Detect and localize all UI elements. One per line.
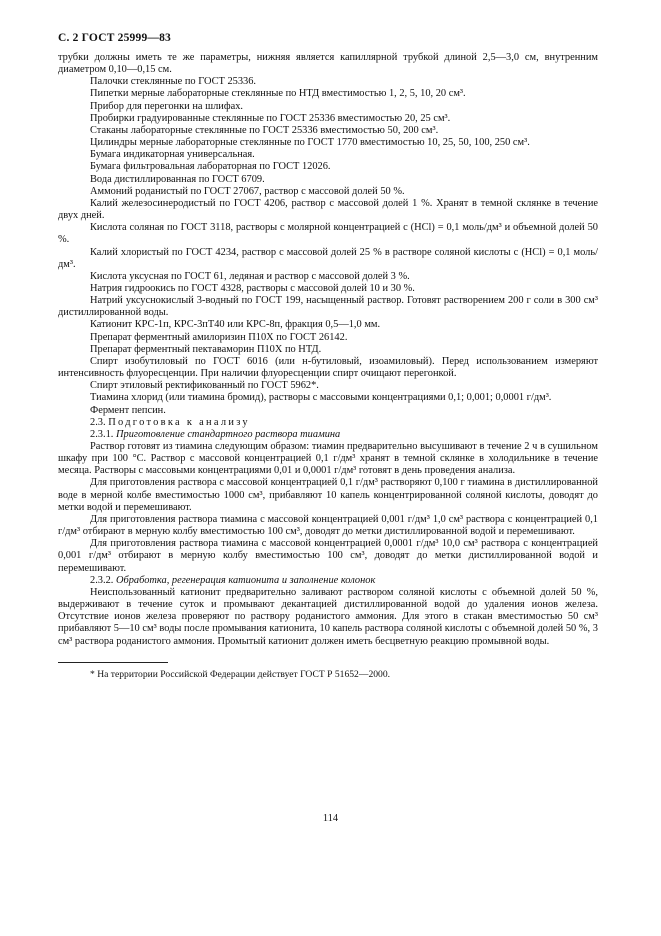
paragraph: Пипетки мерные лабораторные стеклянные по НТД вместимостью 1, 2, 5, 10, 20 см³.: [90, 88, 466, 100]
footnote-divider: [58, 662, 168, 663]
paragraph: Катионит КРС-1п, КРС-3пТ40 или КРС-8п, фракция 0,5—1,0 мм.: [90, 319, 381, 331]
paragraph: Для приготовления раствора тиамина с массовой концентрацией 0,0001 г/дм³ 10,0 см³ раствора с концентрацией 0,001 г/дм³ отбирают в мерную колбу вместимостью 100 см³, доводят до метки дистиллированной водой и перемешивают.: [58, 538, 598, 574]
document-body: [58, 52, 598, 648]
paragraph: трубки должны иметь те же параметры, нижняя является капиллярной трубкой длиной 2,5—3,0 см, внутренним диаметром 0,10—0,15 см.: [58, 52, 598, 76]
section-heading-2-3-1: [58, 429, 598, 441]
paragraph: Кислота соляная по ГОСТ 3118, растворы с молярной концентрацией с (HCl) = 0,1 моль/дм³ и объемной долей 50 %.: [58, 222, 598, 246]
paragraph: Кислота уксусная по ГОСТ 61, ледяная и раствор с массовой долей 3 %.: [90, 270, 410, 282]
paragraph: Для приготовления раствора тиамина с массовой концентрацией 0,001 г/дм³ 1,0 см³ раствора с концентрацией 0,1 г/дм³ отбирают в мерную колбу вместимостью 100 см³, доводят до метки дистиллированной водой и перемешивают.: [58, 513, 598, 538]
paragraph: Бумага фильтровальная лабораторная по ГОСТ 12026.: [90, 161, 331, 173]
paragraph: Фермент пепсин.: [90, 404, 166, 416]
section-title: Подготовка к анализу: [108, 416, 250, 428]
paragraph: Спирт изобутиловый по ГОСТ 6016 (или н-бутиловый, изоамиловый). Перед использованием измеряют интенсивность флуоресценции. При наличии флуоресценции спирт очищают перегонкой.: [58, 355, 598, 380]
footnote: * На территории Российской Федерации действует ГОСТ Р 51652—2000.: [90, 668, 391, 680]
section-title: Приготовление стандартного раствора тиамина: [116, 428, 341, 440]
paragraph: Натрия гидроокись по ГОСТ 4328, растворы с массовой долей 10 и 30 %.: [90, 282, 415, 294]
paragraph: Аммоний роданистый по ГОСТ 27067, раствор с массовой долей 50 %.: [90, 185, 405, 197]
paragraph: Неиспользованный катионит предварительно заливают раствором соляной кислоты с объемной долей 50 %, выдерживают в течение суток и промывают декантацией дистиллированной водой до удаления ионов железа. Отсутствие ионов железа проверяют по раствору роданистого аммония. Для этого в стакан вместимостью 50 см³ прибавляют 5—10 см³ воды после промывания катионита, 10 капель раствора соляной кислоты с объемной долей 50 %, 3 см³ раствора роданистого аммония. Промытый катионит должен иметь бесцветную реакцию промывной воды.: [58, 586, 598, 647]
document-page: [58, 32, 598, 680]
paragraph: Палочки стеклянные по ГОСТ 25336.: [90, 76, 257, 88]
paragraph: Натрий уксуснокислый 3-водный по ГОСТ 199, насыщенный раствор. Готовят растворением 200 г соли в 300 см³ дистиллированной воды.: [58, 295, 598, 319]
section-number: 2.3.: [90, 416, 106, 428]
section-number: 2.3.2.: [90, 574, 114, 586]
paragraph: Тиамина хлорид (или тиамина бромид), растворы с массовыми концентрациями 0,1; 0,001; 0,0001 г/дм³.: [90, 392, 552, 404]
paragraph: Препарат ферментный пектаваморин П10Х по НТД.: [90, 343, 322, 355]
paragraph: Бумага индикаторная универсальная.: [90, 149, 255, 161]
paragraph: Спирт этиловый ректификованный по ГОСТ 5962*.: [90, 380, 319, 392]
section-number: 2.3.1.: [90, 428, 114, 440]
paragraph: Прибор для перегонки на шлифах.: [90, 100, 243, 112]
paragraph: Для приготовления раствора с массовой концентрацией 0,1 г/дм³ растворяют 0,100 г тиамина в дистиллированной воде в мерной колбе вместимостью 1000 см³, прибавляют 10 капель концентрированной соляной кислоты, доводят до метки водой и перемешивают.: [58, 477, 598, 513]
paragraph: Стаканы лабораторные стеклянные по ГОСТ 25336 вместимостью 50, 200 см³.: [90, 124, 439, 136]
page-header: С. 2 ГОСТ 25999—83: [58, 32, 171, 44]
page-number: 114: [322, 813, 339, 824]
paragraph: Раствор готовят из тиамина следующим образом: тиамин предварительно высушивают в течение 2 ч в сушильном шкафу при 100 °С. Раствор с массовой концентрацией 0,1 г/дм³ хранят в темной склянке в холодильнике в течение месяца. Растворы с массовыми концентрациями 0,01 и 0,0001 г/дм³ готовят в день проведения анализа.: [58, 441, 598, 477]
section-heading-2-3: [58, 417, 598, 429]
section-heading-2-3-2: [58, 575, 598, 587]
paragraph: Цилиндры мерные лабораторные стеклянные по ГОСТ 1770 вместимостью 10, 25, 50, 100, 250 см³.: [90, 137, 530, 149]
paragraph: Калий хлористый по ГОСТ 4234, раствор с массовой долей 25 % в растворе соляной кислоты с (HCl) = 0,1 моль/дм³.: [58, 246, 598, 270]
paragraph: Препарат ферментный амилоризин П10Х по ГОСТ 26142.: [90, 331, 348, 343]
paragraph: Пробирки градуированные стеклянные по ГОСТ 25336 вместимостью 20, 25 см³.: [90, 112, 451, 124]
section-title: Обработка, регенерация катионита и заполнение колонок: [116, 574, 376, 586]
paragraph: Вода дистиллированная по ГОСТ 6709.: [90, 173, 265, 185]
paragraph: Калий железосинеродистый по ГОСТ 4206, раствор с массовой долей 1 %. Хранят в темной склянке в течение двух дней.: [58, 197, 598, 222]
